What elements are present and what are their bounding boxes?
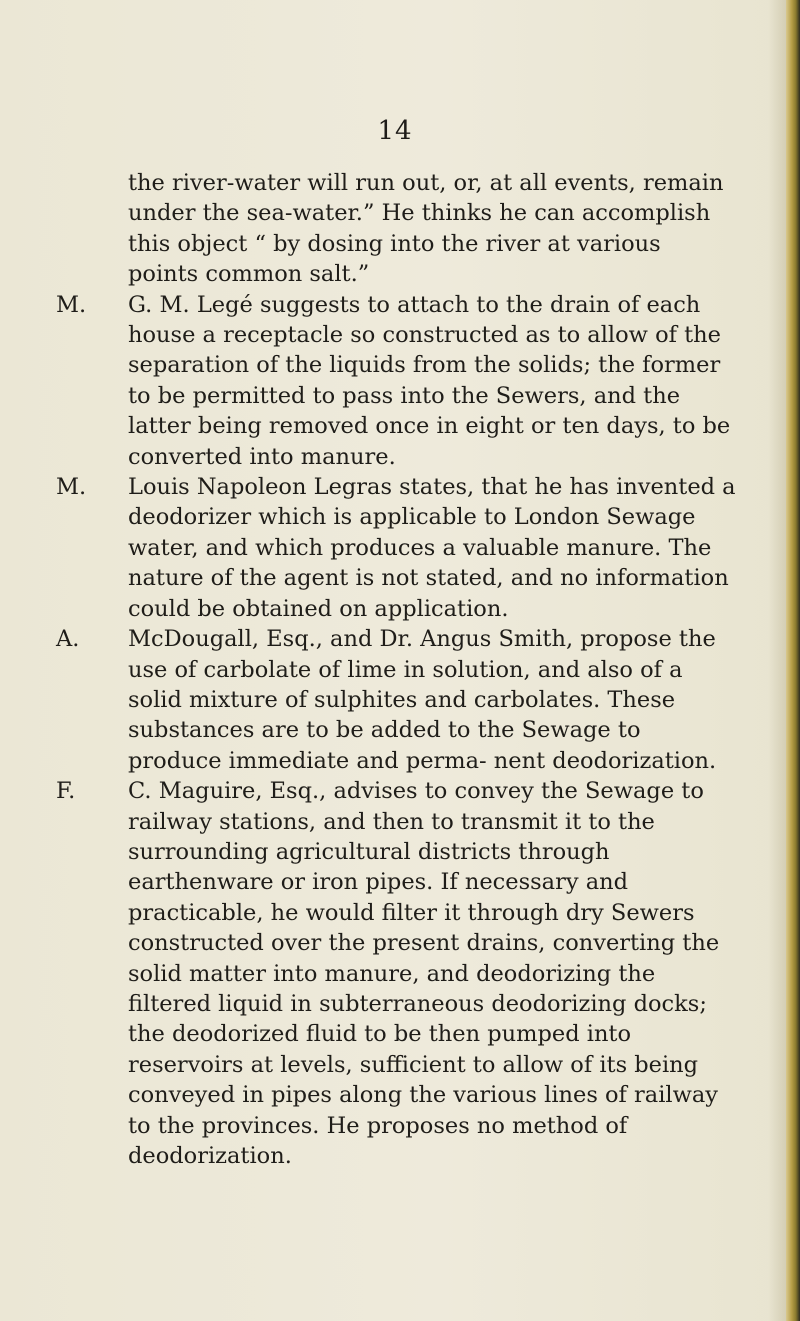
paragraph-continuation xyxy=(56,168,736,290)
paragraph-text: C. Maguire, Esq., advises to convey the Sewage to railway stations, and then to transmit it to the surrounding agricultural districts through earthenware or iron pipes. If necessary and practicable, he would filter it through dry Sewers constructed over the present drains, converting the solid matter into manure, and deodorizing the filtered liquid in subterraneous deodorizing docks; the deodorized fluid to be then pumped into reservoirs at levels, sufficient to allow of its being conveyed in pipes along the various lines of railway to the provinces. He proposes no method of deodorization. xyxy=(128,778,720,1169)
page-number: 14 xyxy=(377,116,413,146)
paragraph-lege xyxy=(56,290,736,472)
paragraph-legras xyxy=(56,472,736,624)
paragraph-maguire xyxy=(56,776,736,1171)
paragraph-speaker: F. xyxy=(56,778,76,805)
paragraph-speaker: M. xyxy=(56,474,87,501)
body-text xyxy=(56,168,736,1171)
page-binding-edge xyxy=(786,0,800,1321)
paragraph-speaker: M. xyxy=(56,291,87,318)
binding-shadow xyxy=(768,0,786,1321)
paragraph-text: the river-water will run out, or, at all events, remain under the sea-water.” He thinks he can accomplish this object “ by dosing into the river at various points common salt.” xyxy=(128,170,724,288)
paragraph-mcdougall xyxy=(56,624,736,776)
paragraph-text: G. M. Legé suggests to attach to the drain of each house a receptacle so constructed as to allow of the separation of the liquids from the solids; the former to be permitted to pass into the Sewers, and the latter being removed once in eight or ten days, to be converted into manure. xyxy=(128,291,731,470)
paragraph-text: McDougall, Esq., and Dr. Angus Smith, propose the use of carbolate of lime in solution, and also of a solid mixture of sulphites and carbolates. These substances are to be added to the Sewage to produce immediate and perma- nent deodorization. xyxy=(128,626,717,774)
paragraph-speaker: A. xyxy=(56,626,80,653)
paragraph-text: Louis Napoleon Legras states, that he has invented a deodorizer which is applicable to London Sewage water, and which produces a valuable manure. The nature of the agent is not stated, and no information could be obtained on application. xyxy=(128,474,736,622)
